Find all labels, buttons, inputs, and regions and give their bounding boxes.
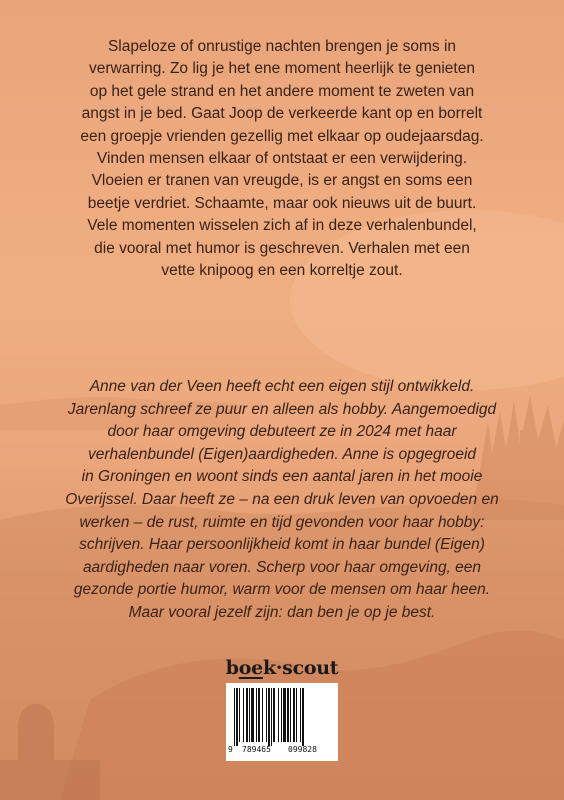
logo-mid: k [262, 657, 276, 679]
bio-line: aardigheden naar voren. Scherp voor haar omgeving, een [82, 558, 482, 576]
logo-dot: · [275, 657, 283, 679]
blurb-line: angst in je bed. Gaat Joop de verkeerde kant op en borrelt [81, 105, 483, 123]
barcode-bars [231, 688, 333, 748]
barcode-bar [300, 688, 301, 742]
barcode-bar [302, 688, 304, 746]
barcode-bar [283, 688, 286, 742]
blurb-line: vette knipoog en een korreltje zout. [161, 262, 403, 280]
bio-line: Jarenlang schreef ze puur en alleen als hobby. Aangemoedigd [67, 400, 497, 418]
barcode-bar [268, 688, 270, 746]
barcode-bar [287, 688, 289, 742]
barcode-bar [251, 688, 254, 742]
bio-line: werken – de rust, ruimte en tijd gevonden voor haar hobby: [79, 513, 485, 531]
bio-line: in Groningen en woont sinds een aantal jaren in het mooie [81, 468, 483, 486]
barcode-bar [236, 688, 238, 746]
logo-suffix: scout [282, 657, 339, 679]
bio-line: door haar omgeving debuteert ze in 2024 met haar [107, 423, 457, 441]
barcode-bar [296, 688, 297, 742]
blurb-line: op het gele strand en het andere moment te zweten van [89, 82, 475, 100]
barcode-bar [234, 688, 235, 746]
blurb-line: die vooral met humor is geschreven. Verhalen met een [94, 239, 470, 257]
isbn-barcode [226, 683, 338, 761]
barcode-bar [281, 688, 282, 742]
blurb-line: Slapeloze of onrustige nachten brengen je soms in [107, 38, 457, 55]
logo-underlined: oe [238, 657, 263, 679]
barcode-bar [249, 688, 250, 742]
barcode-bar [258, 688, 260, 742]
author-bio [30, 376, 534, 625]
blurb-line: Vele momenten wisselen zich af in deze verhalenbundel, [87, 217, 477, 235]
blurb-line: verwarring. Zo lig je het ene moment heerlijk te genieten [89, 60, 475, 78]
barcode-bar [256, 688, 257, 742]
blurb-line: een groepje vrienden gezellig met elkaar op oudejaarsdag. [80, 127, 484, 145]
barcode-bar [273, 688, 275, 742]
isbn-first-digit: 9 [228, 745, 233, 754]
barcode-bar [262, 688, 263, 742]
barcode-bar [278, 688, 279, 742]
bio-line: gezonde portie humor, warm voor de mensen om haar heen. [73, 581, 491, 599]
publisher-logo [222, 657, 342, 679]
bio-line: verhalenbundel (Eigen)aardigheden. Anne is opgegroeid [87, 445, 477, 463]
barcode-bar [243, 688, 244, 742]
blurb-line: Vinden mensen elkaar of ontstaat er een verwijdering. [96, 150, 468, 168]
blurb-line: beetje verdriet. Schaamte, maar ook nieuws uit de buurt. [87, 194, 477, 212]
barcode-bar [271, 688, 272, 746]
bio-line: Maar vooral jezelf zijn: dan ben je op je best. [128, 603, 436, 621]
barcode-bar [290, 688, 291, 742]
barcode-bar [293, 688, 295, 742]
isbn-right-group: 099828 [288, 745, 317, 754]
barcode-bar [246, 688, 248, 742]
barcode-bar [239, 688, 240, 742]
blurb-line: Vloeien er tranen van vreugde, is er angst en soms een [91, 172, 473, 190]
bio-line: Anne van der Veen heeft echt een eigen stijl ontwikkeld. [89, 378, 475, 395]
logo-prefix: b [225, 657, 239, 679]
isbn-left-group: 789465 [242, 745, 271, 754]
bio-line: schrijven. Haar persoonlijkheid komt in haar bundel (Eigen) [79, 536, 485, 554]
barcode-bar [266, 688, 267, 742]
back-cover-blurb [30, 36, 534, 282]
bio-line: Overijssel. Daar heeft ze – na een druk leven van opvoeden en [65, 490, 499, 508]
